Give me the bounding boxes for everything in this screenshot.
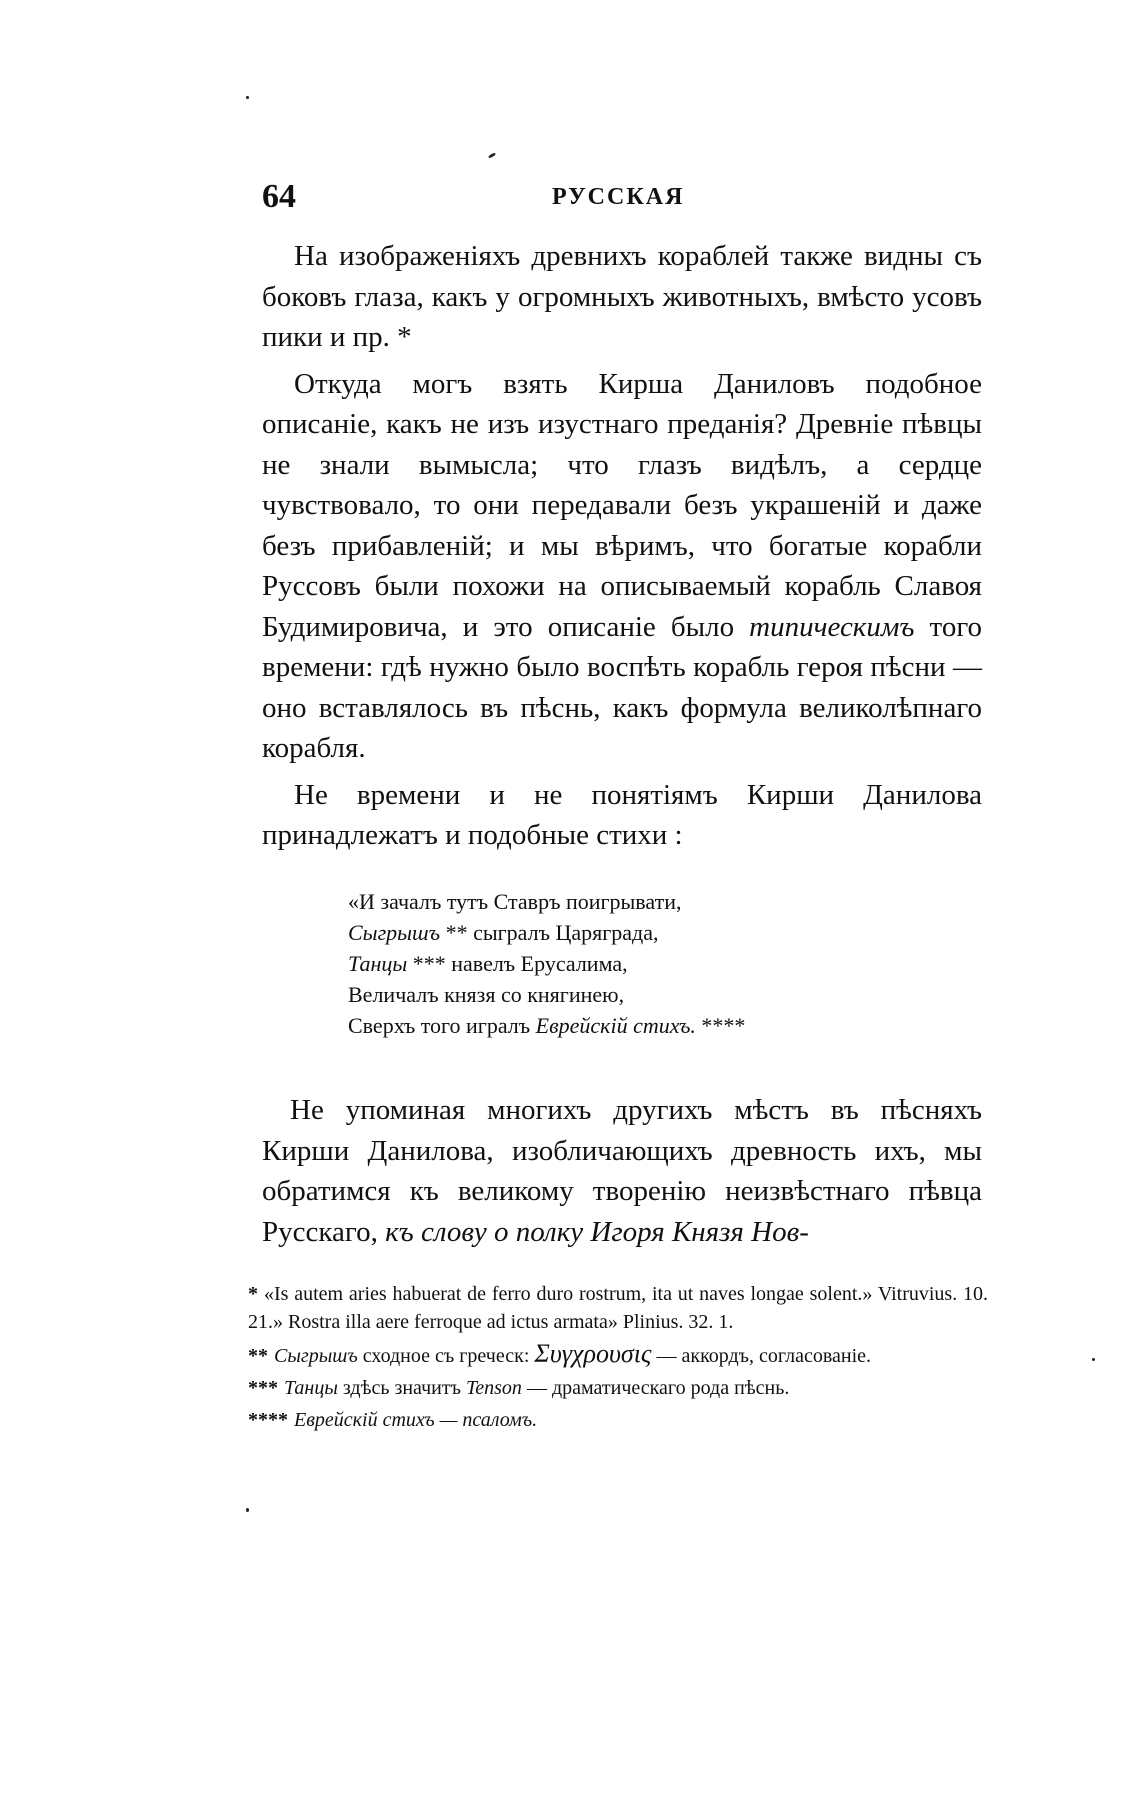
scan-speck (246, 96, 249, 99)
verse-line-4: Величалъ князя со княгинею, (348, 982, 625, 1007)
main-text-block-2 (262, 1090, 982, 1252)
verse-quote (348, 886, 968, 1041)
footnote-2: ** Сыгрышъ сходное съ греческ: Συγχρουσις — аккордъ, согласованіе. (248, 1339, 872, 1368)
page-number: 64 (262, 178, 296, 215)
footnote-mark: *** (248, 1377, 278, 1399)
footnote-mark: **** (248, 1409, 288, 1431)
footnote-mark: * (248, 1283, 258, 1305)
verse-line-5: Сверхъ того игралъ Еврейскій стихъ. **** (348, 1013, 746, 1038)
verse-line-3: Танцы *** навелъ Ерусалима, (348, 951, 628, 976)
footnote-1: * «Is autem aries habuerat de ferro duro rostrum, ita ut naves longae solent.» Vitruvius. 10. 21.» Rostra illa aere ferroque ad ictus armata» Plinius. 32. 1. (248, 1283, 988, 1333)
emphasis: къ слову о полку Игоря Князя Нов- (385, 1215, 809, 1248)
footnote-3: *** Танцы здѣсь значитъ Tenson — драматическаго рода пѣснь. (248, 1377, 790, 1399)
greek-word: Συγχρουσις (534, 1339, 652, 1368)
footnote-mark: ** (248, 1345, 268, 1367)
footnote-4: **** Еврейскій стихъ — псаломъ. (248, 1409, 538, 1431)
scan-speck (246, 1508, 249, 1512)
scan-speck (488, 152, 496, 159)
paragraph-1: На изображеніяхъ древнихъ кораблей также видны съ боковъ глаза, какъ у огромныхъ животныхъ, вмѣсто усовъ пики и пр. * (262, 240, 982, 353)
paragraph-3: Не времени и не понятіямъ Кирши Данилова принадлежатъ и подобные стихи : (262, 778, 982, 851)
main-text-block (262, 236, 982, 856)
verse-line-2: Сыгрышъ ** сыгралъ Царяграда, (348, 920, 659, 945)
page-header (262, 178, 982, 218)
emphasis: типическимъ (749, 610, 915, 643)
paragraph-4: Не упоминая многихъ другихъ мѣстъ въ пѣсняхъ Кирши Данилова, изобличающихъ древность ихъ, мы обратимся къ великому творенію неизвѣстнаго пѣвца Русскаго, къ слову о полку Игоря Князя Нов- (262, 1094, 982, 1248)
running-head: РУССКАЯ (552, 184, 685, 210)
footnotes (248, 1280, 988, 1438)
verse-line-1: «И зачалъ тутъ Ставръ поигрывати, (348, 889, 682, 914)
scan-speck (1092, 1358, 1095, 1361)
paragraph-2: Откуда могъ взять Кирша Даниловъ подобное описаніе, какъ не изъ изустнаго преданія? Древніе пѣвцы не знали вымысла; что глазъ видѣлъ, а сердце чувствовало, то они передавали безъ украшеній и даже безъ прибавленій; и мы вѣримъ, что богатые корабли Руссовъ были похожи на описываемый корабль Славоя Будимировича, и это описаніе было типическимъ того времени: гдѣ нужно было воспѣть корабль героя пѣсни — оно вставлялось въ пѣснь, какъ формула великолѣпнаго корабля. (262, 367, 982, 764)
